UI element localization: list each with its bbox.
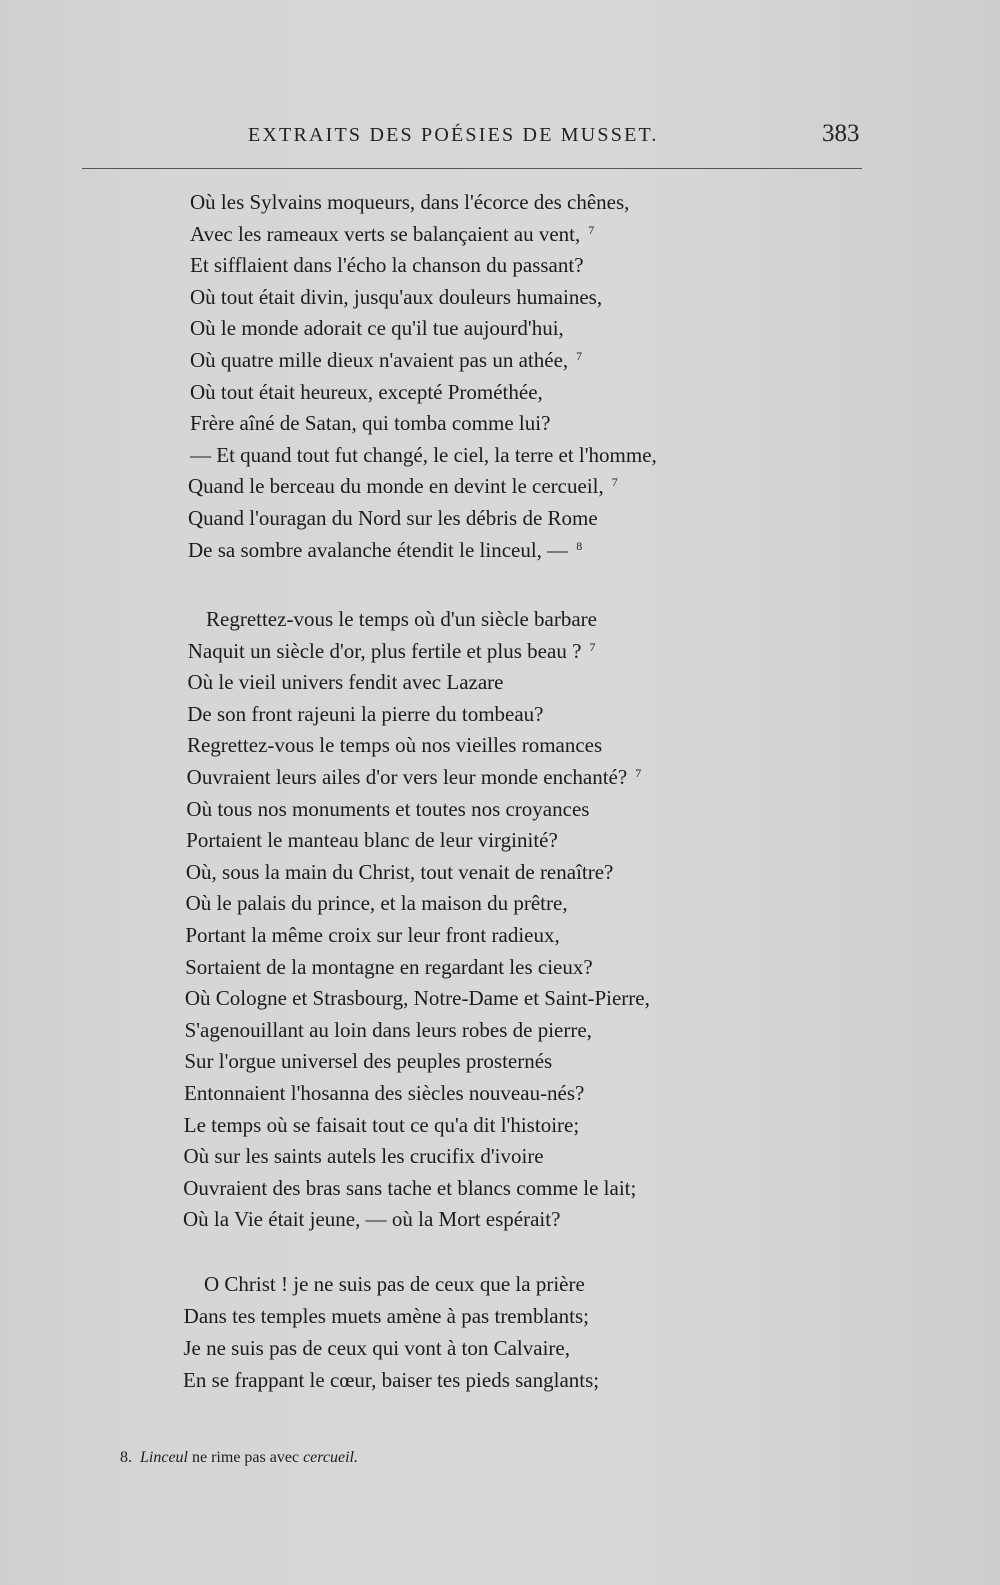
verse-text: Le temps où se faisait tout ce qu'a dit l'histoire;	[183, 1112, 580, 1137]
verse-text: Où le palais du prince, et la maison du prêtre,	[185, 891, 568, 916]
verse-line	[186, 797, 589, 822]
verse-line	[190, 253, 584, 278]
verse-text: Dans tes temples muets amène à pas tremblants;	[183, 1304, 589, 1328]
verse-line	[190, 348, 582, 373]
verse-line	[185, 923, 559, 948]
running-head: EXTRAITS DES POÉSIES DE MUSSET.	[248, 124, 659, 146]
verse-line	[186, 860, 614, 885]
verse-line	[190, 411, 550, 436]
verse-text: — Et quand tout fut changé, le ciel, la terre et l'homme,	[190, 442, 657, 467]
verse-line	[183, 1207, 560, 1232]
verse-text: Avec les rameaux verts se balançaient au vent,	[190, 221, 581, 246]
verse-text: En se frappant le cœur, baiser tes pieds sanglants;	[183, 1368, 600, 1392]
verse-annotation-mark: 7	[611, 475, 618, 490]
verse-line	[183, 1176, 636, 1201]
verse-text: Entonnaient l'hosanna des siècles nouveau-nés?	[184, 1081, 585, 1105]
verse-text: Portant la même croix sur leur front radieux,	[185, 923, 560, 947]
verse-text: Sortaient de la montagne en regardant les cieux?	[185, 954, 593, 979]
verse-annotation-mark: 7	[589, 639, 596, 654]
verse-text: O Christ ! je ne suis pas de ceux que la prière	[204, 1272, 585, 1296]
verse-annotation-mark: 7	[576, 349, 583, 363]
verse-line	[187, 765, 642, 790]
verse-text: Où, sous la main du Christ, tout venait de renaître?	[185, 859, 614, 884]
verse-line	[188, 538, 582, 563]
footnote-term: Linceul	[140, 1449, 188, 1466]
verse-annotation-mark: 8	[576, 538, 583, 553]
verse-line	[188, 506, 598, 531]
verse-line	[206, 607, 597, 632]
verse-line	[204, 1272, 585, 1297]
verse-line	[184, 1144, 544, 1169]
verse-line	[184, 1049, 552, 1074]
footnote	[120, 1449, 358, 1467]
verse-annotation-mark: 7	[635, 766, 642, 780]
verse-text: Où le monde adorait ce qu'il tue aujourd'hui,	[190, 316, 564, 341]
verse-line	[188, 474, 618, 499]
verse-text: Ouvraient des bras sans tache et blancs comme le lait;	[183, 1175, 637, 1200]
verse-line	[183, 1368, 599, 1393]
verse-line	[186, 828, 558, 853]
verse-text: Frère aîné de Satan, qui tomba comme lui?	[190, 411, 551, 436]
footnote-text: ne rime pas avec	[192, 1449, 300, 1466]
page-number: 383	[822, 120, 860, 147]
verse-text: Quand l'ouragan du Nord sur les débris de Rome	[188, 506, 598, 530]
verse-line	[185, 1018, 592, 1043]
verse-line	[185, 986, 650, 1011]
verse-text: Portaient le manteau blanc de leur virginité?	[186, 828, 558, 853]
header-rule	[82, 168, 862, 169]
verse-text: Où quatre mille dieux n'avaient pas un athée,	[190, 348, 569, 372]
verse-line	[187, 670, 503, 695]
verse-line	[184, 1081, 584, 1106]
footnote-term-2: cercueil.	[303, 1449, 358, 1466]
verse-text: Naquit un siècle d'or, plus fertile et plus beau ?	[187, 638, 582, 663]
verse-line	[187, 702, 543, 727]
verse-text: Regrettez-vous le temps où nos vieilles romances	[186, 733, 603, 758]
verse-line	[190, 222, 594, 247]
verse-text: Où le vieil univers fendit avec Lazare	[187, 670, 504, 695]
verse-line	[184, 1304, 589, 1329]
footnote-number: 8.	[120, 1449, 132, 1466]
verse-line	[183, 1336, 570, 1361]
verse-text: Regrettez-vous le temps où d'un siècle barbare	[206, 607, 597, 631]
verse-text: Sur l'orgue universel des peuples prosternés	[184, 1049, 553, 1074]
verse-text: Et sifflaient dans l'écho la chanson du passant?	[190, 253, 584, 278]
verse-text: Ouvraient leurs ailes d'or vers leur monde enchanté?	[186, 765, 628, 789]
verse-text: Où la Vie était jeune, — où la Mort espérait?	[183, 1207, 561, 1232]
verse-line	[186, 891, 568, 916]
verse-line	[190, 285, 602, 310]
verse-text: Où tout était divin, jusqu'aux douleurs humaines,	[190, 284, 603, 309]
verse-line	[187, 733, 602, 758]
verse-line	[188, 639, 596, 664]
verse-text: Où tout était heureux, excepté Prométhée,	[190, 379, 543, 404]
verse-line	[190, 380, 543, 405]
verse-text: Où tous nos monuments et toutes nos croyances	[186, 796, 590, 821]
verse-text: De sa sombre avalanche étendit le linceul, —	[188, 537, 569, 562]
verse-line	[190, 190, 629, 215]
verse-line	[190, 316, 564, 341]
verse-text: De son front rajeuni la pierre du tombeau?	[187, 701, 544, 726]
verse-line	[184, 1113, 579, 1138]
verse-line	[185, 955, 593, 980]
verse-text: Quand le berceau du monde en devint le cercueil,	[188, 474, 604, 499]
verse-text: Je ne suis pas de ceux qui vont à ton Calvaire,	[183, 1336, 570, 1360]
verse-annotation-mark: 7	[588, 222, 595, 237]
verse-text: Où Cologne et Strasbourg, Notre-Dame et Saint-Pierre,	[184, 986, 650, 1011]
verse-text: Où les Sylvains moqueurs, dans l'écorce des chênes,	[190, 190, 630, 214]
verse-text: Où sur les saints autels les crucifix d'ivoire	[183, 1144, 544, 1169]
verse-text: S'agenouillant au loin dans leurs robes de pierre,	[184, 1017, 592, 1042]
verse-line	[190, 443, 657, 468]
